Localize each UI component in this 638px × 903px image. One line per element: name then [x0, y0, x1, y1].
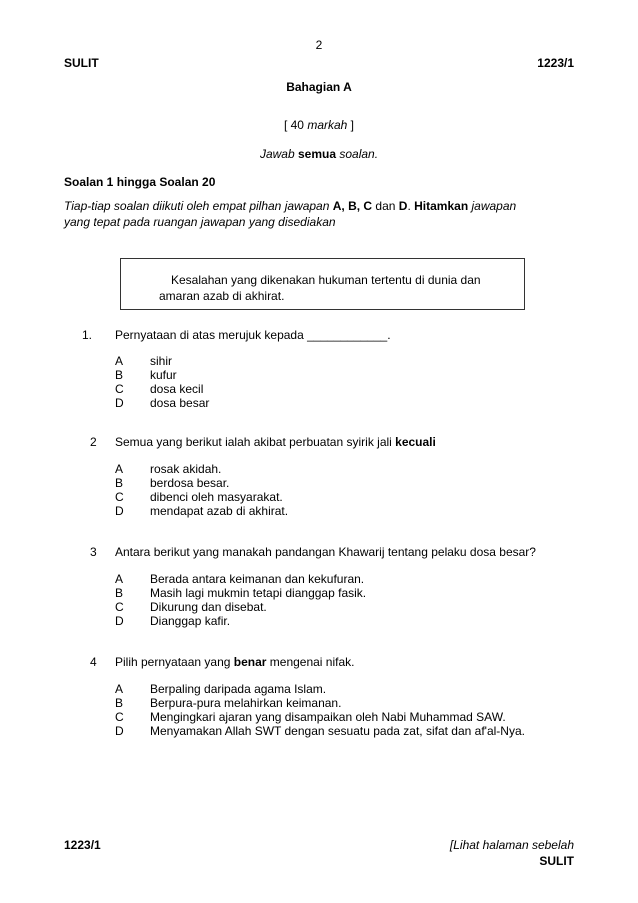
option-letter: A	[115, 682, 124, 696]
question-number: 2	[90, 435, 97, 449]
footer-sulit-label: SULIT	[539, 854, 574, 868]
option-text: Berada antara keimanan dan kekufuran.	[150, 572, 365, 586]
option-letter: D	[115, 724, 124, 738]
option-letter: B	[115, 368, 124, 382]
option-text: Mengingkari ajaran yang disampaikan oleh Nabi Muhammad SAW.	[150, 710, 506, 724]
option-letter: C	[115, 382, 124, 396]
option-text: dibenci oleh masyarakat.	[150, 490, 283, 504]
option-letter: C	[115, 600, 124, 614]
option-text: rosak akidah.	[150, 462, 222, 476]
question-text: Pilih pernyataan yang benar mengenai nifak.	[115, 655, 355, 669]
option-letter: B	[115, 586, 124, 600]
option-letter: A	[115, 572, 124, 586]
answer-instruction: Jawab semua soalan.	[259, 147, 379, 161]
instruction-line-2: yang tepat pada ruangan jawapan yang disediakan	[64, 215, 336, 229]
option-text: dosa kecil	[150, 382, 204, 396]
option-letter: D	[115, 396, 124, 410]
option-letter: A	[115, 354, 124, 368]
question-range: Soalan 1 hingga Soalan 20	[64, 175, 216, 189]
option-text: Berpura-pura melahirkan keimanan.	[150, 696, 342, 710]
option-text: kufur	[150, 368, 177, 382]
option-letter: B	[115, 696, 124, 710]
option-text: Menyamakan Allah SWT dengan sesuatu pada zat, sifat dan af'al-Nya.	[150, 724, 525, 738]
option-text: Masih lagi mukmin tetapi dianggap fasik.	[150, 586, 367, 600]
option-letter: A	[115, 462, 124, 476]
option-letter: D	[115, 504, 124, 518]
option-text: Dianggap kafir.	[150, 614, 231, 628]
option-letter: D	[115, 614, 124, 628]
stimulus-box	[120, 258, 525, 310]
question-text: Antara berikut yang manakah pandangan Khawarij tentang pelaku dosa besar?	[115, 545, 536, 559]
option-text: Berpaling daripada agama Islam.	[150, 682, 327, 696]
option-text: sihir	[150, 354, 173, 368]
instruction-line-1: Tiap-tiap soalan diikuti oleh empat pilhan jawapan A, B, C dan D. Hitamkan jawapan	[64, 199, 517, 213]
option-text: dosa besar	[150, 396, 210, 410]
page-number: 2	[315, 38, 323, 52]
question-number: 4	[90, 655, 97, 669]
question-number: 3	[90, 545, 97, 559]
header-paper-code: 1223/1	[537, 56, 574, 70]
question-number: 1.	[82, 328, 93, 342]
section-marks: [ 40 markah ]	[283, 118, 355, 132]
stimulus-line-2: amaran azab di akhirat.	[159, 289, 285, 303]
option-text: mendapat azab di akhirat.	[150, 504, 289, 518]
option-text: berdosa besar.	[150, 476, 230, 490]
footer-paper-code: 1223/1	[64, 838, 101, 852]
question-text: Semua yang berikut ialah akibat perbuatan syirik jali kecuali	[115, 435, 436, 449]
footer-next-page: [Lihat halaman sebelah	[449, 838, 574, 852]
stimulus-line-1: Kesalahan yang dikenakan hukuman tertentu di dunia dan	[171, 273, 481, 287]
question-text: Pernyataan di atas merujuk kepada ____________.	[115, 328, 391, 342]
header-sulit-label: SULIT	[64, 56, 99, 70]
option-letter: C	[115, 710, 124, 724]
section-title: Bahagian A	[286, 80, 352, 94]
option-letter: B	[115, 476, 124, 490]
option-letter: C	[115, 490, 124, 504]
option-text: Dikurung dan disebat.	[150, 600, 267, 614]
